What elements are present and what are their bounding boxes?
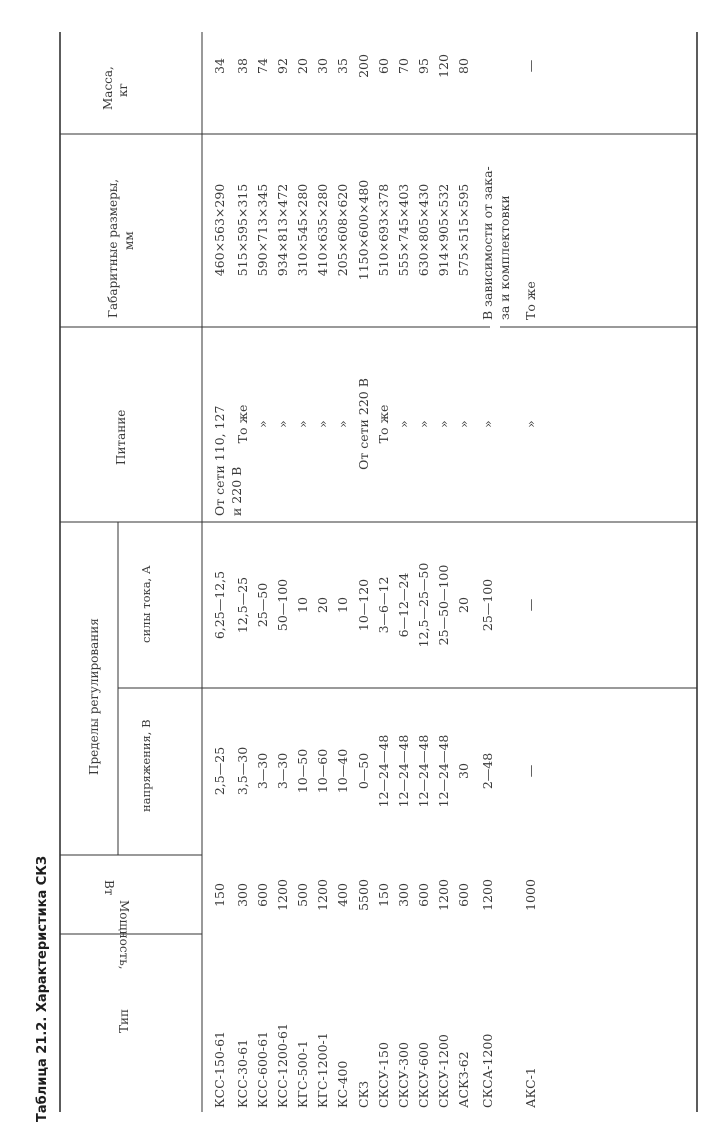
cell-supply: »	[396, 420, 411, 428]
cell-dims: 555×745×403	[396, 183, 411, 277]
cell-voltage: —	[523, 764, 538, 778]
cell-power: 1000	[523, 879, 538, 911]
cell-type: СКСУ-600	[416, 1042, 431, 1108]
cell-mass: 35	[335, 58, 350, 74]
header-power-line1: Мощность,	[117, 900, 131, 970]
header-current: силы тока, А	[139, 565, 153, 643]
cell-voltage: 12—24—48	[376, 734, 391, 808]
cell-type: КСС-1200-61	[275, 1023, 290, 1108]
header-dims-line2: мм	[122, 231, 136, 250]
header-type: Тип	[117, 1009, 131, 1033]
cell-power: 1200	[480, 879, 495, 911]
cell-current: 12,5—25—50	[416, 562, 431, 648]
cell-supply: »	[436, 420, 451, 428]
cell-power: 150	[212, 883, 227, 907]
header-mass-line1: Масса,	[101, 66, 115, 110]
cell-voltage: 12—24—48	[396, 734, 411, 808]
cell-current: 6,25—12,5	[212, 570, 227, 640]
cell-dims: 630×805×430	[416, 183, 431, 277]
cell-voltage: 12—24—48	[436, 734, 451, 808]
cell-type: АКС-1	[523, 1067, 538, 1108]
cell-current: 25—50	[255, 582, 270, 628]
cell-power: 1200	[315, 879, 330, 911]
cell-power: 300	[235, 883, 250, 907]
cell-voltage: 12—24—48	[416, 734, 431, 808]
cell-dims: 590×713×345	[255, 183, 270, 277]
cell-type: СКСУ-300	[396, 1042, 411, 1108]
cell-supply: и 220 В	[229, 466, 244, 516]
cell-mass: 34	[212, 58, 227, 74]
cell-supply: »	[275, 420, 290, 428]
header-voltage: напряжения, В	[139, 719, 153, 812]
cell-power: 150	[376, 883, 391, 907]
header-supply: Питание	[114, 409, 128, 465]
cell-dims: 410×635×280	[315, 183, 330, 277]
cell-supply: »	[295, 420, 310, 428]
cell-power: 5500	[356, 879, 371, 911]
cell-type: КГС-1200-1	[315, 1032, 330, 1108]
cell-type: СКСУ-1200	[436, 1034, 451, 1108]
cell-dims: 510×693×378	[376, 183, 391, 277]
cell-power: 300	[396, 883, 411, 907]
cell-current: 10	[295, 597, 310, 613]
cell-supply: От сети 220 В	[356, 378, 371, 470]
cell-dims: 205×608×620	[335, 183, 350, 277]
cell-mass: 80	[456, 58, 471, 74]
cell-dims: В зависимости от зака-	[480, 166, 495, 320]
cell-dims: 1150×600×480	[356, 179, 371, 281]
cell-power: 600	[416, 883, 431, 907]
cell-current: 6—12—24	[396, 572, 411, 638]
cell-current: 25—50—100	[436, 564, 451, 646]
cell-current: 12,5—25	[235, 576, 250, 634]
cell-mass: 74	[255, 58, 270, 74]
cell-supply: »	[255, 420, 270, 428]
cell-voltage: 10—60	[315, 748, 330, 794]
cell-mass: 20	[295, 58, 310, 74]
table-caption: Таблица 21.2. Характеристика СКЗ	[35, 855, 50, 1122]
cell-voltage: 10—50	[295, 748, 310, 794]
cell-supply: »	[523, 420, 538, 428]
cell-voltage: 3,5—30	[235, 746, 250, 796]
cell-dims: 460×563×290	[212, 183, 227, 277]
cell-type: КСС-30-61	[235, 1038, 250, 1108]
table-body	[212, 54, 538, 1108]
header-dims-line1: Габаритные размеры,	[106, 178, 120, 318]
cell-voltage: 2,5—25	[212, 746, 227, 796]
cell-supply: То же	[235, 404, 250, 444]
cell-voltage: 30	[456, 763, 471, 779]
cell-type: СКЗ	[356, 1080, 371, 1108]
cell-dims: 515×595×315	[235, 183, 250, 277]
cell-power: 400	[335, 883, 350, 907]
cell-power: 600	[456, 883, 471, 907]
cell-power: 1200	[275, 879, 290, 911]
cell-supply: От сети 110, 127	[212, 405, 227, 516]
cell-voltage: 0—50	[356, 752, 371, 790]
cell-voltage: 2—48	[480, 752, 495, 790]
cell-dims: за и комплектовки	[497, 195, 512, 320]
cell-dims: 934×813×472	[275, 183, 290, 277]
cell-current: 3—6—12	[376, 576, 391, 634]
cell-current: 25—100	[480, 578, 495, 632]
cell-mass: 92	[275, 58, 290, 74]
cell-type: КСС-150-61	[212, 1030, 227, 1108]
cell-type: КГС-500-1	[295, 1040, 310, 1108]
table-header	[87, 66, 153, 1033]
header-limits: Пределы регулирования	[87, 618, 101, 775]
cell-power: 600	[255, 883, 270, 907]
cell-type: КС-400	[335, 1060, 350, 1108]
cell-voltage: 3—30	[255, 752, 270, 790]
cell-current: 10—120	[356, 578, 371, 632]
cell-supply: »	[335, 420, 350, 428]
cell-mass: 70	[396, 58, 411, 74]
cell-dims: 575×515×595	[456, 183, 471, 277]
header-power-line2: Вт	[102, 880, 116, 896]
cell-voltage: 10—40	[335, 748, 350, 794]
cell-voltage: 3—30	[275, 752, 290, 790]
cell-type: СКСА-1200	[480, 1033, 495, 1108]
cell-power: 1200	[436, 879, 451, 911]
cell-current: 20	[456, 597, 471, 613]
cell-mass: 30	[315, 58, 330, 74]
cell-dims: То же	[523, 281, 538, 320]
cell-supply: То же	[376, 404, 391, 444]
cell-current: 20	[315, 597, 330, 613]
cell-dims: 310×545×280	[295, 183, 310, 277]
cell-type: СКСУ-150	[376, 1042, 391, 1108]
cell-supply: »	[315, 420, 330, 428]
cell-current: 50—100	[275, 578, 290, 632]
cell-mass: 60	[376, 58, 391, 74]
cell-mass: 120	[436, 54, 451, 78]
cell-type: АСКЗ-62	[456, 1051, 471, 1108]
cell-supply: »	[456, 420, 471, 428]
cell-mass: 200	[356, 54, 371, 78]
cell-current: 10	[335, 597, 350, 613]
cell-mass: 95	[416, 58, 431, 74]
cell-supply: »	[480, 420, 495, 428]
cell-current: —	[523, 598, 538, 612]
cell-power: 500	[295, 883, 310, 907]
cell-supply: »	[416, 420, 431, 428]
cell-type: КСС-600-61	[255, 1030, 270, 1108]
header-mass-line2: кг	[116, 83, 130, 97]
cell-dims: 914×905×532	[436, 183, 451, 277]
cell-mass: 38	[235, 58, 250, 74]
cell-mass: —	[523, 59, 538, 73]
